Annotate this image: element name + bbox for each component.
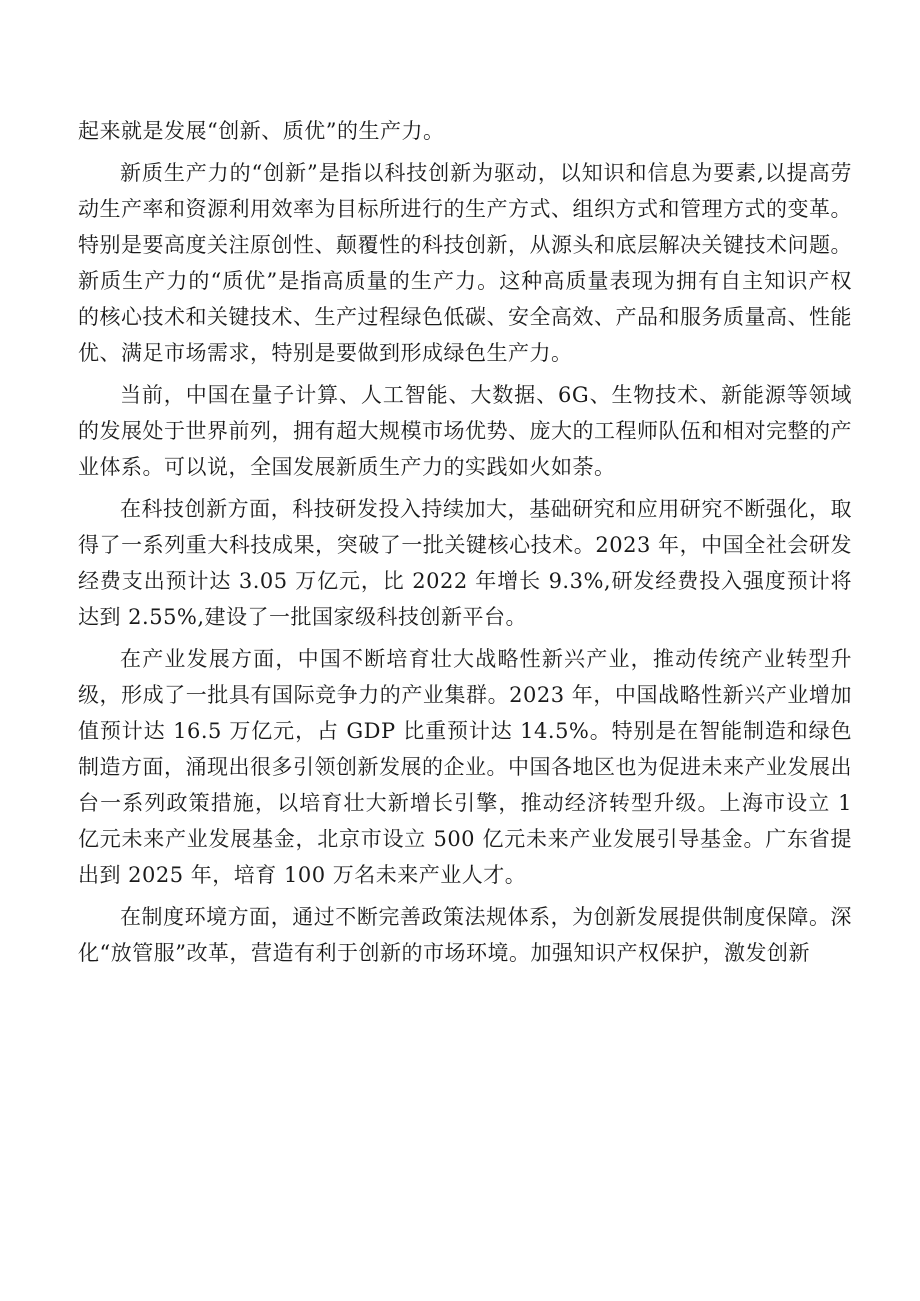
paragraph-continuation: 起来就是发展“创新、质优”的生产力。 <box>78 119 445 143</box>
paragraph-current-status: 当前，中国在量子计算、人工智能、大数据、6G、生物技术、新能源等领域的发展处于世界前列，拥有超大规模市场优势、庞大的工程师队伍和相对完整的产业体系。可以说，全国发展新质生产力的实践如火如荼。 <box>78 383 852 479</box>
paragraph-innovation-quality: 新质生产力的“创新”是指以科技创新为驱动，以知识和信息为要素,以提高劳动生产率和资源利用效率为目标所进行的生产方式、组织方式和管理方式的变革。特别是要高度关注原创性、颠覆性的科技创新，从源头和底层解决关键技术问题。新质生产力的“质优”是指高质量的生产力。这种高质量表现为拥有自主知识产权的核心技术和关键技术、生产过程绿色低碳、安全高效、产品和服务质量高、性能优、满足市场需求，特别是要做到形成绿色生产力。 <box>78 161 852 365</box>
paragraph-industry-development: 在产业发展方面，中国不断培育壮大战略性新兴产业，推动传统产业转型升级，形成了一批具有国际竞争力的产业集群。2023 年，中国战略性新兴产业增加值预计达 16.5 万亿元，占 GDP 比重预计达 14.5%。特别是在智能制造和绿色制造方面，涌现出很多引领创新发展的企业。中国各地区也为促进未来产业发展出台一系列政策措施，以培育壮大新增长引擎，推动经济转型升级。上海市设立 1 亿元未来产业发展基金，北京市设立 500 亿元未来产业发展引导基金。广东省提出到 2025 年，培育 100 万名未来产业人才。 <box>78 647 852 887</box>
paragraph-tech-innovation: 在科技创新方面，科技研发投入持续加大，基础研究和应用研究不断强化，取得了一系列重大科技成果，突破了一批关键核心技术。2023 年，中国全社会研发经费支出预计达 3.05 万亿元，比 2022 年增长 9.3%,研发经费投入强度预计将达到 2.55%,建设了一批国家级科技创新平台。 <box>78 497 852 629</box>
document-body <box>78 113 852 977</box>
paragraph-institutional-environment: 在制度环境方面，通过不断完善政策法规体系，为创新发展提供制度保障。深化“放管服”改革，营造有利于创新的市场环境。加强知识产权保护，激发创新 <box>78 905 852 965</box>
